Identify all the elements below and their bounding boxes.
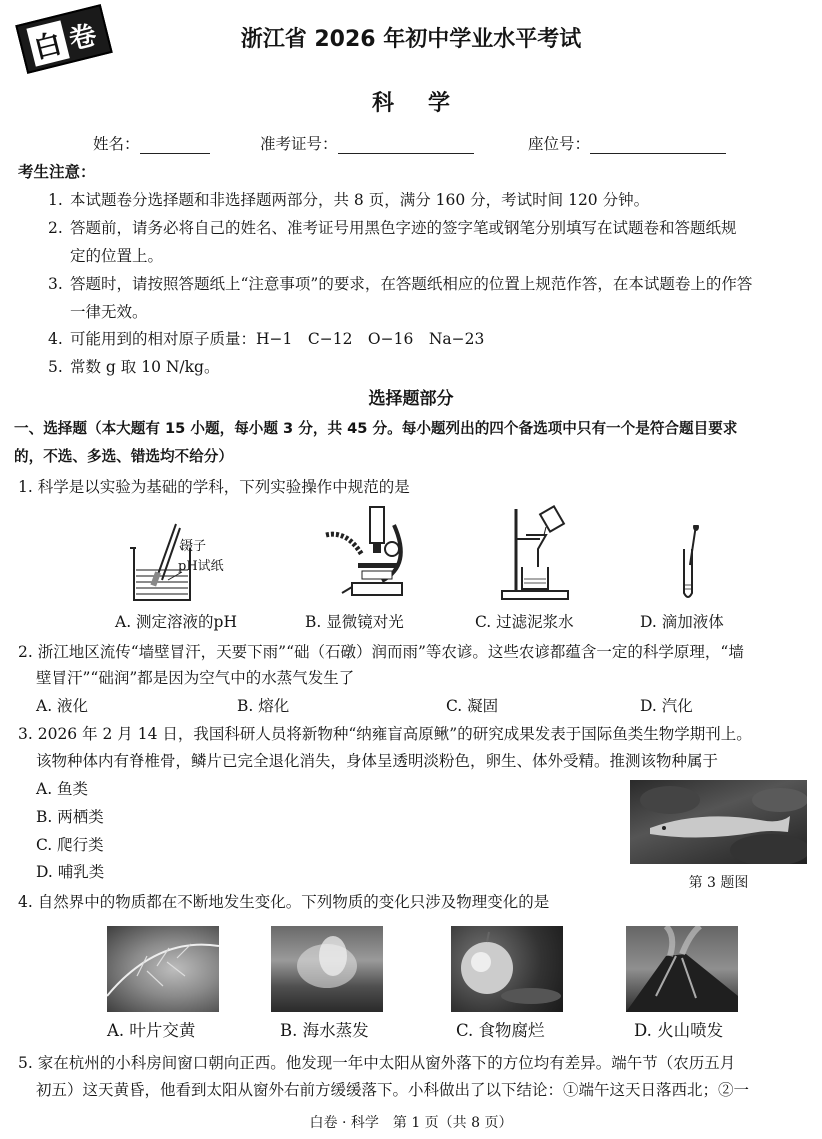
microscope-figure (322, 505, 422, 605)
ticket-field (260, 132, 474, 154)
q3-option-b[interactable]: B. 两栖类 (36, 808, 104, 826)
notice-heading: 考生注意： (18, 163, 96, 181)
section-intro-line-1: 一、选择题（本大题有 15 小题，每小题 3 分，共 45 分。每小题列出的四个备选项中只有一个是符合题目要求 (14, 420, 738, 437)
q3-option-c[interactable]: C. 爬行类 (36, 836, 104, 854)
notice-item-5-line-1: 常数 g 取 10 N/kg。 (70, 358, 220, 376)
name-label: 姓名： (93, 135, 140, 153)
q5-line-1: 5. 家在杭州的小科房间窗口朝向正西。他发现一年中太阳从窗外落下的方位均有差异。端午节（农历五月 (18, 1054, 736, 1072)
q3-line-2: 该物种体内有脊椎骨，鳞片已完全退化消失，身体呈透明淡粉色，卵生、体外受精。推测该物种属于 (36, 752, 719, 770)
notice-item-4-line-1: 可能用到的相对原子质量：H−1 C−12 O−16 Na−23 (70, 330, 485, 348)
q2-option-b[interactable]: B. 熔化 (237, 697, 290, 715)
name-blank[interactable] (140, 137, 210, 154)
q1-option-a[interactable]: A. 测定溶液的pH (115, 613, 237, 631)
notice-item-4-num: 4. (48, 330, 63, 348)
notice-item-5-num: 5. (48, 358, 63, 376)
fish-figure-caption: 第 3 题图 (688, 875, 749, 891)
q4-option-d[interactable]: D. 火山喷发 (634, 1021, 724, 1040)
notice-item-2-line-1: 答题前，请务必将自己的姓名、准考证号用黑色字迹的签字笔或钢笔分别填写在试题卷和答题纸规 (70, 219, 737, 237)
notice-item-3-line-1: 答题时，请按照答题纸上“注意事项”的要求，在答题纸相应的位置上规范作答，在本试题卷上的作答 (70, 275, 753, 293)
page-footer: 白卷 · 科学 第 1 页（共 8 页） (309, 1115, 513, 1131)
q4-option-a[interactable]: A. 叶片交黄 (107, 1021, 196, 1040)
sea-evaporation-photo (271, 926, 383, 1012)
seat-blank[interactable] (590, 137, 726, 154)
notice-item-3-num: 3. (48, 275, 63, 293)
badge-char-1: 白 (26, 20, 69, 66)
section-title: 选择题部分 (368, 389, 454, 409)
volcano-photo (626, 926, 738, 1012)
seat-field (528, 132, 726, 154)
q2-line-2: 壁冒汗”“础润”都是因为空气中的水蒸气发生了 (36, 669, 355, 687)
name-field (93, 132, 210, 154)
notice-item-3-line-2: 一律无效。 (70, 303, 148, 321)
ticket-blank[interactable] (338, 137, 474, 154)
q2-option-c[interactable]: C. 凝固 (446, 697, 499, 715)
q4-stem: 4. 自然界中的物质都在不断地发生变化。下列物质的变化只涉及物理变化的是 (18, 893, 550, 911)
tweezers-label: 镊子 (180, 539, 207, 554)
subject-title: 科学 (371, 91, 484, 116)
notice-item-1-line-1: 本试题卷分选择题和非选择题两部分，共 8 页，满分 160 分，考试时间 120 分钟。 (70, 191, 650, 209)
exam-title: 浙江省 2026 年初中学业水平考试 (240, 27, 582, 52)
q1-option-b[interactable]: B. 显微镜对光 (305, 613, 404, 631)
notice-item-1-num: 1. (48, 191, 63, 209)
q1-option-c[interactable]: C. 过滤泥浆水 (475, 613, 574, 631)
leaf-photo (107, 926, 219, 1012)
q2-option-a[interactable]: A. 液化 (36, 697, 89, 715)
notice-item-2-num: 2. (48, 219, 63, 237)
filtration-figure (500, 505, 580, 605)
ticket-label: 准考证号： (260, 135, 338, 153)
q3-option-a[interactable]: A. 鱼类 (36, 780, 89, 798)
q2-line-1: 2. 浙江地区流传“墙壁冒汗，天要下雨”“础（石礅）润而雨”等农谚。这些农谚都蕴含一定的科学原理，“墙 (18, 643, 744, 661)
fish-photo (630, 780, 807, 864)
notice-item-2-line-2: 定的位置上。 (70, 247, 164, 265)
q4-option-c[interactable]: C. 食物腐烂 (456, 1021, 545, 1040)
q3-line-1: 3. 2026 年 2 月 14 日，我国科研人员将新物种“纳雍盲高原鳅”的研究成果发表于国际鱼类生物学期刊上。 (18, 725, 752, 743)
dropper-figure (672, 525, 712, 605)
seat-label: 座位号： (528, 135, 591, 153)
section-intro-line-2: 的，不选、多选、错选均不给分） (14, 448, 233, 465)
q2-option-d[interactable]: D. 汽化 (640, 697, 693, 715)
rotting-food-photo (451, 926, 563, 1012)
q1-stem: 1. 科学是以实验为基础的学科，下列实验操作中规范的是 (18, 478, 410, 496)
q1-option-d[interactable]: D. 滴加液体 (640, 613, 724, 631)
ph-paper-label: pH试纸 (178, 559, 224, 574)
q4-option-b[interactable]: B. 海水蒸发 (280, 1021, 369, 1040)
badge-char-2: 卷 (65, 18, 102, 56)
q5-line-2: 初五）这天黄昏，他看到太阳从窗外右前方缓缓落下。小科做出了以下结论：①端午这天日落西北；②一 (36, 1081, 750, 1099)
q3-option-d[interactable]: D. 哺乳类 (36, 863, 105, 881)
